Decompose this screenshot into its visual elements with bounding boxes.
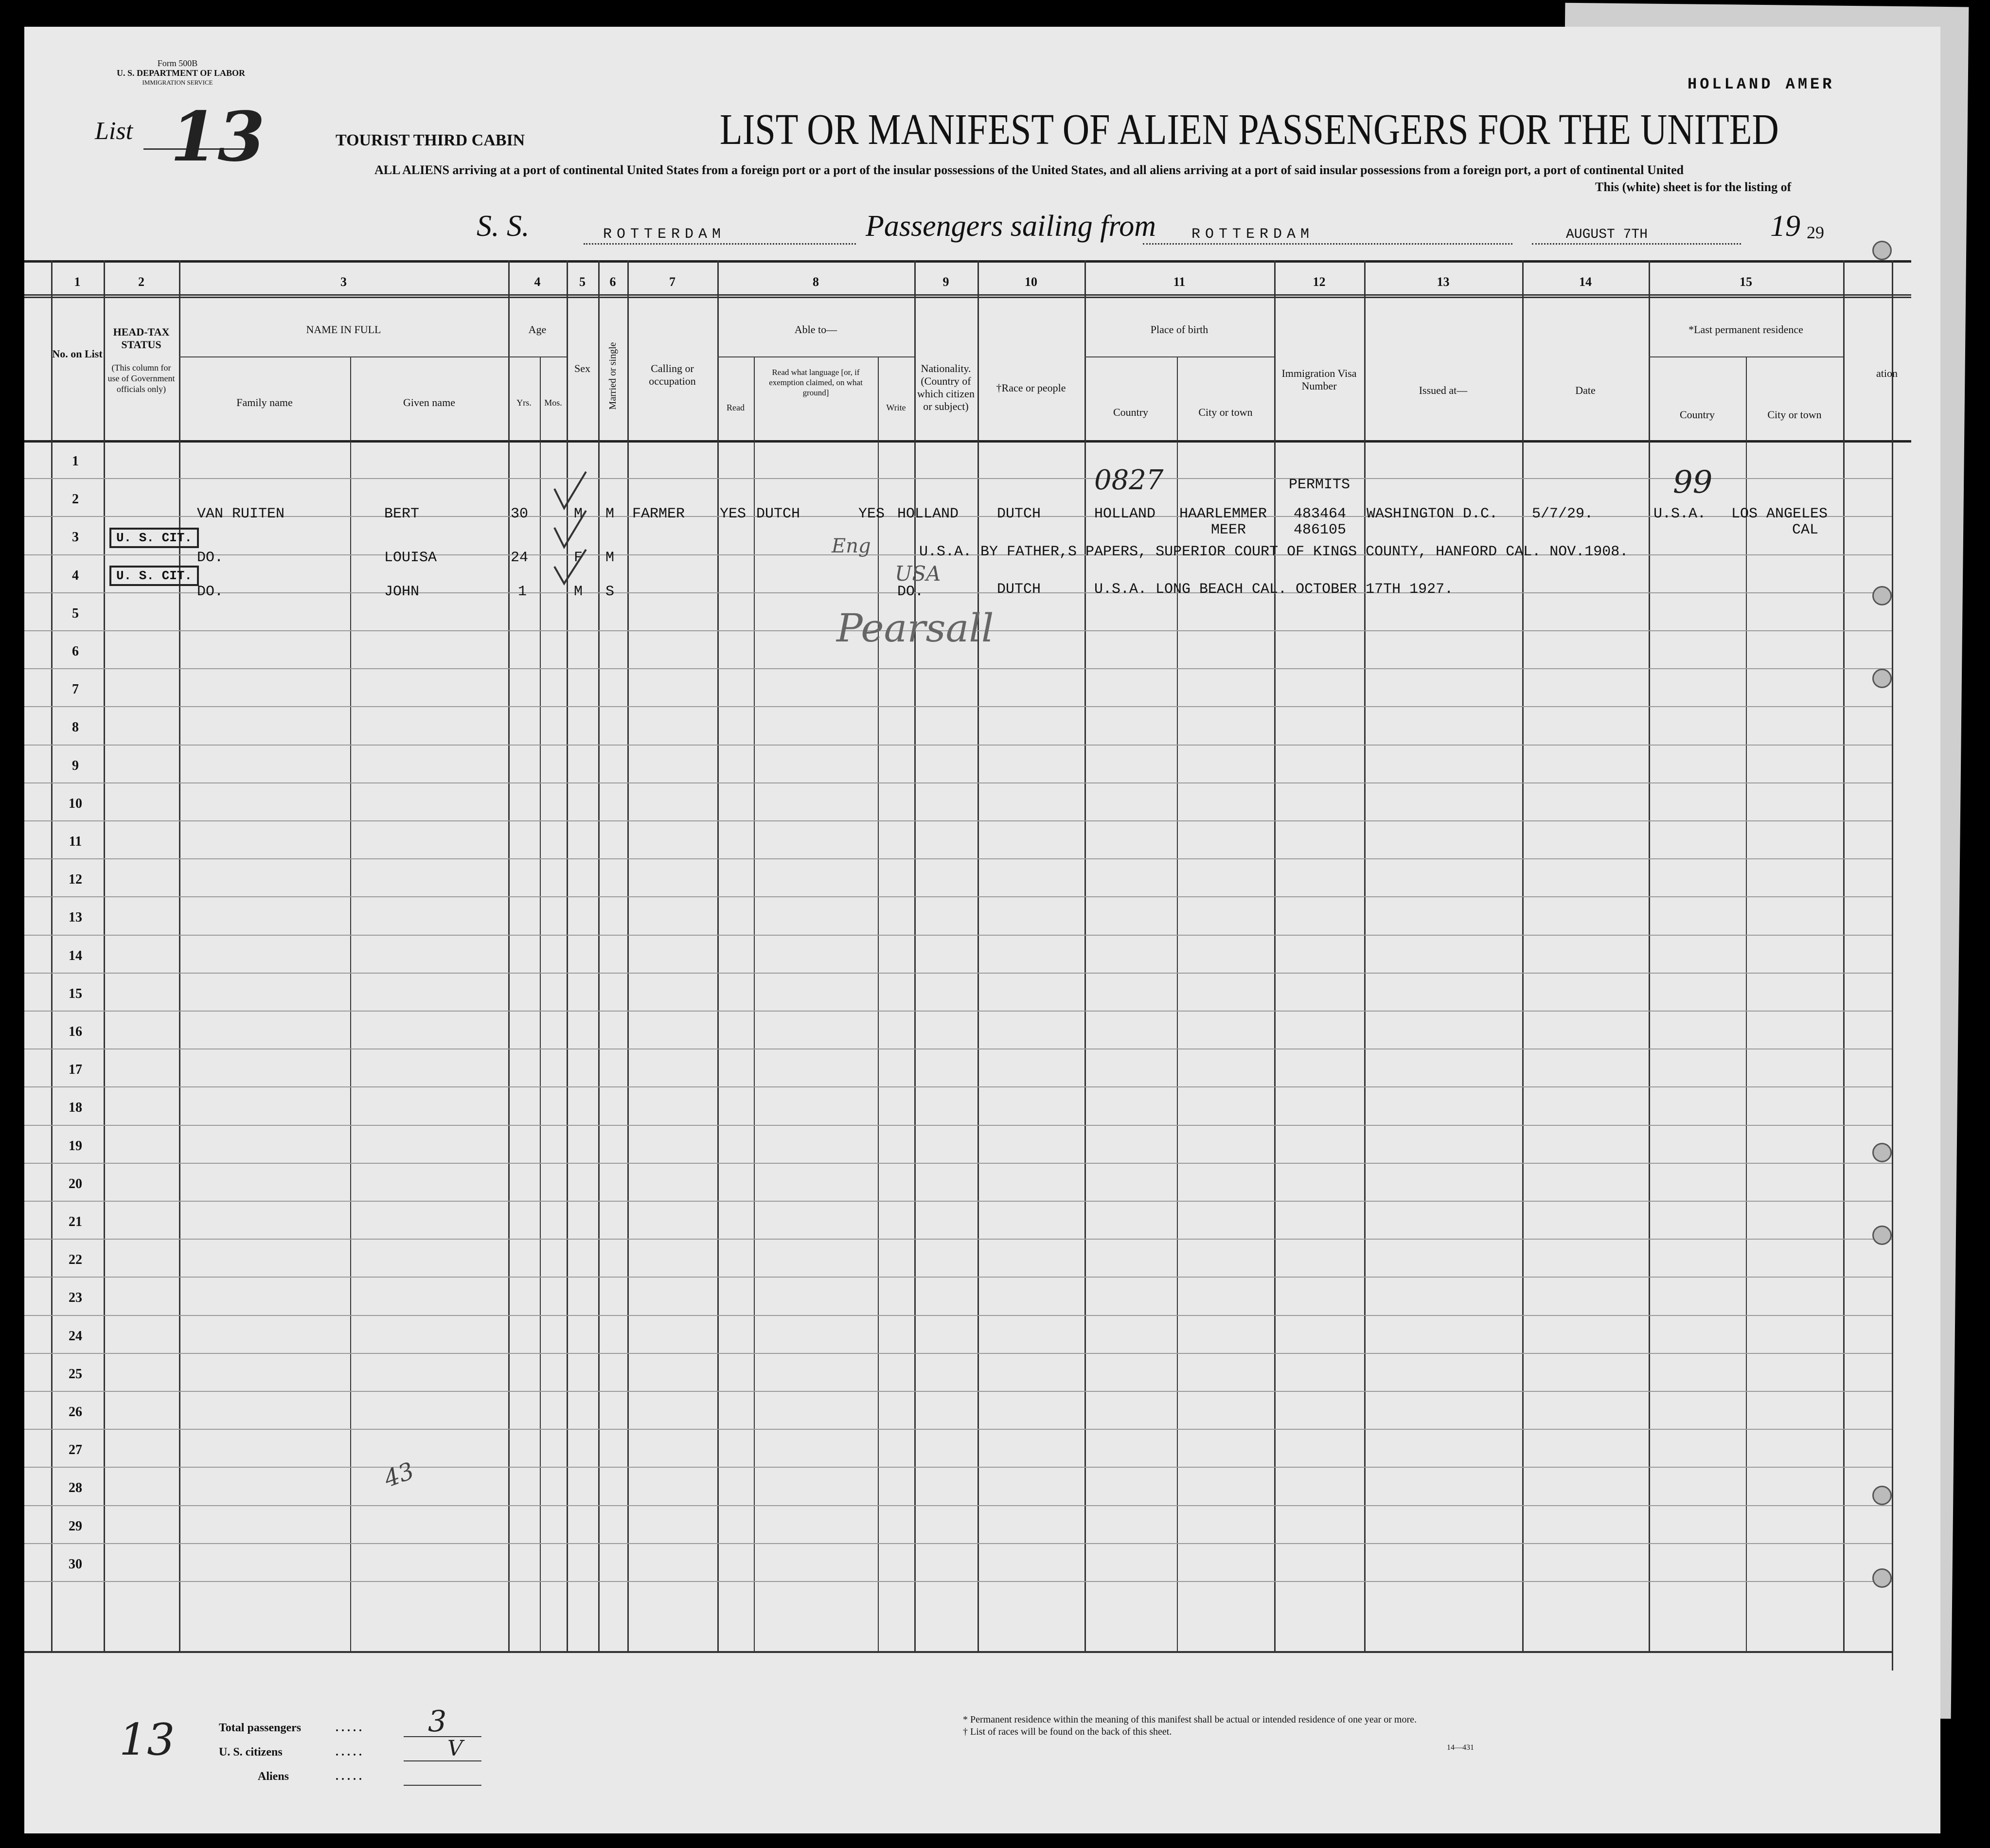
column-line bbox=[717, 260, 719, 1651]
column-line bbox=[179, 260, 180, 1651]
row-rule bbox=[24, 1543, 1892, 1544]
col-num-9: 9 bbox=[942, 275, 949, 289]
family-name: DO. bbox=[197, 584, 224, 600]
head-tax-header: HEAD-TAX STATUS bbox=[113, 326, 170, 351]
row-rule bbox=[24, 478, 1892, 479]
table-bottom-rule bbox=[24, 1651, 1892, 1653]
name-in-full-header: NAME IN FULL bbox=[306, 323, 381, 336]
column-line bbox=[977, 260, 979, 1651]
able-subheader-rule bbox=[717, 356, 914, 357]
citizens-line bbox=[404, 1760, 481, 1761]
aliens-line bbox=[404, 1785, 481, 1786]
total-mark: 3 bbox=[428, 1705, 447, 1739]
handwritten-language-note: Eng bbox=[832, 535, 871, 557]
residence-country-header: Country bbox=[1679, 409, 1715, 421]
row-number: 5 bbox=[72, 605, 79, 621]
handwritten-code: 99 bbox=[1673, 464, 1713, 500]
binder-hole bbox=[1872, 1486, 1892, 1505]
col-num-10: 10 bbox=[1025, 275, 1037, 289]
given-name: BERT bbox=[384, 506, 420, 522]
column-line bbox=[350, 357, 351, 1651]
residence-country: U.S.A. bbox=[1653, 506, 1706, 522]
row-number: 21 bbox=[69, 1214, 82, 1229]
given-name-header: Given name bbox=[403, 396, 455, 409]
row-number: 25 bbox=[69, 1366, 82, 1382]
married-status: M bbox=[605, 550, 615, 566]
row-number: 22 bbox=[69, 1252, 82, 1268]
line-company: HOLLAND AMER bbox=[1688, 75, 1835, 93]
column-line bbox=[598, 260, 600, 1651]
column-line bbox=[567, 260, 568, 1651]
birth-subheader-rule bbox=[1084, 356, 1274, 357]
citizen-stamp: U. S. CIT. bbox=[109, 566, 199, 586]
instruction-line-2: This (white) sheet is for the listing of bbox=[1595, 180, 1792, 194]
birth-city-line-2: MEER bbox=[1211, 522, 1246, 538]
list-number: 13 bbox=[170, 97, 265, 177]
row-rule bbox=[24, 592, 1892, 593]
column-line bbox=[1274, 260, 1276, 1651]
ss-label: S. S. bbox=[477, 210, 530, 243]
sex: F bbox=[574, 550, 583, 566]
sailing-date: AUGUST 7TH bbox=[1566, 227, 1648, 242]
row-number: 2 bbox=[72, 492, 79, 507]
column-line bbox=[1746, 357, 1747, 1651]
birth-country-header: Country bbox=[1113, 406, 1149, 418]
port-underline bbox=[1143, 243, 1512, 245]
cut-off-header: ation bbox=[1876, 367, 1898, 379]
column-line bbox=[104, 260, 105, 1651]
row-rule bbox=[24, 782, 1892, 783]
binder-hole bbox=[1872, 1568, 1892, 1588]
handwritten-page-note: 43 bbox=[380, 1457, 418, 1493]
col-num-6: 6 bbox=[609, 275, 616, 289]
visa-header: Immigration Visa Number bbox=[1281, 367, 1357, 392]
age-years: 24 bbox=[511, 550, 529, 566]
birth-country: HOLLAND bbox=[1094, 506, 1156, 522]
family-name-header: Family name bbox=[236, 396, 293, 409]
row-number: 14 bbox=[69, 948, 82, 963]
sailing-label: Passengers sailing from bbox=[866, 210, 1156, 243]
col-num-8: 8 bbox=[813, 275, 819, 289]
row-number: 16 bbox=[69, 1024, 82, 1039]
row-rule bbox=[24, 1048, 1892, 1049]
row-rule bbox=[24, 1315, 1892, 1316]
row-number: 10 bbox=[69, 796, 82, 811]
binder-hole bbox=[1872, 669, 1892, 688]
nationality-header: Nationality. (Country of which citizen or subject) bbox=[917, 362, 975, 412]
row-rule bbox=[24, 1353, 1892, 1354]
col-num-14: 14 bbox=[1579, 275, 1592, 289]
column-line bbox=[1522, 260, 1524, 1651]
year-suffix: 29 bbox=[1807, 223, 1824, 242]
row-rule bbox=[24, 896, 1892, 897]
checkmark-icon bbox=[550, 469, 593, 596]
row-rule bbox=[24, 973, 1892, 974]
row-rule bbox=[24, 1125, 1892, 1126]
row-rule bbox=[24, 935, 1892, 936]
row-rule bbox=[24, 1086, 1892, 1087]
citizenship-remark: U.S.A. BY FATHER,S PAPERS, SUPERIOR COURT OF KINGS COUNTY, HANFORD CAL. NOV.1908. bbox=[919, 544, 1629, 560]
col-num-5: 5 bbox=[579, 275, 586, 289]
row-number: 18 bbox=[69, 1100, 82, 1116]
residence-subheader-rule bbox=[1649, 356, 1843, 357]
date-header: Date bbox=[1575, 384, 1596, 396]
read-header: Read bbox=[727, 403, 745, 412]
row-rule bbox=[24, 1163, 1892, 1164]
row-rule bbox=[24, 1201, 1892, 1202]
row-number: 8 bbox=[72, 720, 79, 735]
row-number: 23 bbox=[69, 1290, 82, 1306]
column-line bbox=[1892, 260, 1893, 1670]
instruction-line-1: ALL ALIENS arriving at a port of continental United States from a foreign port or a port of the insular possessions of the United States, and all aliens arriving at a port of said insular possessions from a foreign port, a port of continental United bbox=[374, 163, 1684, 177]
married-header: Married or single bbox=[607, 342, 618, 410]
age-years: 1 bbox=[518, 584, 527, 600]
name-subheader-rule bbox=[179, 356, 508, 357]
residence-city-line-2: CAL bbox=[1792, 522, 1819, 538]
row-number: 13 bbox=[69, 910, 82, 925]
footnote-races: † List of races will be found on the back of this sheet. bbox=[963, 1726, 1172, 1737]
birth-city-header: City or town bbox=[1198, 406, 1253, 418]
aliens-dots: . . . . . bbox=[336, 1770, 362, 1783]
row-number: 6 bbox=[72, 644, 79, 659]
calling-header: Calling or occupation bbox=[649, 362, 696, 387]
age-subheader-rule bbox=[508, 356, 567, 357]
last-residence-header: *Last permanent residence bbox=[1688, 323, 1803, 336]
family-name: DO. bbox=[197, 550, 224, 566]
age-header: Age bbox=[528, 323, 547, 336]
race: DUTCH bbox=[997, 506, 1041, 522]
row-rule bbox=[24, 1011, 1892, 1012]
no-on-list-header: No. on List bbox=[52, 348, 103, 360]
row-number: 4 bbox=[72, 568, 79, 583]
footnote-residence: * Permanent residence within the meaning of this manifest shall be actual or intended residence of one year or more. bbox=[963, 1714, 1417, 1725]
col-num-15: 15 bbox=[1740, 275, 1752, 289]
race: DUTCH bbox=[997, 581, 1041, 598]
row-rule bbox=[24, 1239, 1892, 1240]
row-rule bbox=[24, 668, 1892, 669]
nationality: HOLLAND bbox=[897, 506, 959, 522]
mos-header: Mos. bbox=[544, 398, 562, 408]
row-number: 17 bbox=[69, 1062, 82, 1078]
signature: Pearsall bbox=[836, 605, 994, 651]
row-number: 11 bbox=[69, 834, 82, 849]
row-number: 9 bbox=[72, 758, 79, 773]
married-status: S bbox=[605, 584, 615, 600]
column-line bbox=[754, 357, 755, 1651]
race-header: †Race or people bbox=[996, 382, 1066, 394]
able-to-header: Able to— bbox=[794, 323, 837, 336]
manifest-page bbox=[24, 27, 1940, 1833]
row-number: 20 bbox=[69, 1176, 82, 1191]
column-number-rule bbox=[24, 294, 1911, 296]
binder-hole bbox=[1872, 1143, 1892, 1162]
service-name: IMMIGRATION SERVICE bbox=[142, 79, 213, 86]
column-line bbox=[51, 260, 53, 1651]
column-line bbox=[878, 357, 879, 1651]
footer-list-number: 13 bbox=[119, 1714, 175, 1765]
year-prefix: 19 bbox=[1770, 210, 1800, 243]
date-underline bbox=[1532, 243, 1741, 245]
col-num-4: 4 bbox=[534, 275, 541, 289]
binder-hole bbox=[1872, 586, 1892, 605]
header-bottom-rule bbox=[24, 440, 1911, 443]
sex: M bbox=[574, 584, 583, 600]
row-number: 24 bbox=[69, 1328, 82, 1344]
age-years: 30 bbox=[511, 506, 529, 522]
issue-date: 5/7/29. bbox=[1532, 506, 1594, 522]
row-rule bbox=[24, 1467, 1892, 1468]
column-line bbox=[627, 260, 629, 1651]
sex: M bbox=[574, 506, 583, 522]
row-number: 29 bbox=[69, 1518, 82, 1534]
list-label: List bbox=[95, 117, 133, 145]
issued-at: WASHINGTON D.C. bbox=[1367, 506, 1498, 522]
visa-number: 483464 bbox=[1294, 506, 1347, 522]
citizen-stamp: U. S. CIT. bbox=[109, 528, 199, 548]
row-rule bbox=[24, 858, 1892, 859]
col-num-13: 13 bbox=[1437, 275, 1450, 289]
total-passengers-label: Total passengers bbox=[219, 1722, 302, 1734]
column-line bbox=[1364, 260, 1366, 1651]
column-line bbox=[1649, 260, 1650, 1651]
us-citizens-label: U. S. citizens bbox=[219, 1746, 283, 1759]
row-rule bbox=[24, 820, 1892, 821]
row-number: 1 bbox=[72, 454, 79, 469]
col-num-3: 3 bbox=[340, 275, 347, 289]
binder-hole bbox=[1872, 241, 1892, 260]
residence-city: LOS ANGELES bbox=[1731, 506, 1828, 522]
issued-at-header: Issued at— bbox=[1419, 384, 1468, 396]
occupation: FARMER bbox=[632, 506, 685, 522]
col-num-1: 1 bbox=[74, 275, 81, 289]
yrs-header: Yrs. bbox=[516, 398, 532, 408]
form-heading bbox=[117, 58, 246, 88]
can-write: YES bbox=[858, 506, 885, 522]
ship-underline bbox=[584, 243, 856, 245]
sex-header: Sex bbox=[574, 362, 590, 374]
row-rule bbox=[24, 706, 1892, 707]
row-number: 12 bbox=[69, 872, 82, 888]
row-rule bbox=[24, 1581, 1892, 1582]
binder-hole bbox=[1872, 1226, 1892, 1245]
row-rule bbox=[24, 745, 1892, 746]
write-header: Write bbox=[886, 403, 906, 412]
head-tax-note: (This column for use of Government officials only) bbox=[107, 363, 175, 394]
col-num-11: 11 bbox=[1173, 275, 1186, 289]
row-rule bbox=[24, 1429, 1892, 1430]
citizens-mark: V bbox=[447, 1736, 463, 1761]
read-language-header: Read what language [or, if exemption claimed, on what ground] bbox=[769, 368, 863, 397]
citizenship-remark: U.S.A. LONG BEACH CAL. OCTOBER 17TH 1927. bbox=[1094, 581, 1454, 598]
row-rule bbox=[24, 1277, 1892, 1278]
row-number: 3 bbox=[72, 530, 79, 545]
port-name: ROTTERDAM bbox=[1191, 226, 1315, 243]
column-number-rule-2 bbox=[24, 297, 1911, 298]
nationality: DO. bbox=[897, 584, 924, 600]
total-dots: . . . . . bbox=[336, 1722, 362, 1734]
ship-name: ROTTERDAM bbox=[603, 226, 726, 243]
birth-city: HAARLEMMER bbox=[1179, 506, 1267, 522]
table-top-rule bbox=[24, 260, 1911, 263]
handwritten-code: 0827 bbox=[1094, 464, 1164, 496]
visa-number-2: 486105 bbox=[1294, 522, 1347, 538]
row-rule bbox=[24, 1391, 1892, 1392]
handwritten-nationality-note: USA bbox=[895, 562, 941, 586]
row-number: 19 bbox=[69, 1138, 82, 1154]
column-line bbox=[508, 260, 510, 1651]
residence-city-header: City or town bbox=[1767, 409, 1822, 421]
column-line bbox=[914, 260, 916, 1651]
can-read: YES bbox=[720, 506, 746, 522]
family-name: VAN RUITEN bbox=[197, 506, 285, 522]
col-num-7: 7 bbox=[669, 275, 675, 289]
given-name: JOHN bbox=[384, 584, 420, 600]
row-number: 30 bbox=[69, 1556, 82, 1572]
cabin-class: TOURIST THIRD CABIN bbox=[336, 131, 525, 149]
aliens-label: Aliens bbox=[258, 1770, 289, 1783]
read-language: DUTCH bbox=[756, 506, 800, 522]
column-line bbox=[540, 357, 541, 1651]
row-number: 7 bbox=[72, 682, 79, 697]
visa-label: PERMITS bbox=[1289, 477, 1350, 493]
row-number: 26 bbox=[69, 1404, 82, 1420]
row-rule bbox=[24, 1505, 1892, 1506]
column-line bbox=[1084, 260, 1086, 1651]
given-name: LOUISA bbox=[384, 550, 437, 566]
column-line bbox=[1843, 260, 1845, 1651]
form-code: 14—431 bbox=[1447, 1743, 1474, 1752]
place-of-birth-header: Place of birth bbox=[1150, 323, 1208, 336]
row-number: 27 bbox=[69, 1442, 82, 1458]
citizens-dots: . . . . . bbox=[336, 1746, 362, 1759]
page-title: LIST OR MANIFEST OF ALIEN PASSENGERS FOR THE UNITED bbox=[720, 106, 1779, 154]
form-number: Form 500B bbox=[157, 58, 198, 68]
row-number: 28 bbox=[69, 1480, 82, 1496]
col-num-12: 12 bbox=[1313, 275, 1326, 289]
col-num-2: 2 bbox=[138, 275, 144, 289]
department-name: U. S. DEPARTMENT OF LABOR bbox=[117, 68, 246, 78]
married-status: M bbox=[605, 506, 615, 522]
row-number: 15 bbox=[69, 986, 82, 1001]
